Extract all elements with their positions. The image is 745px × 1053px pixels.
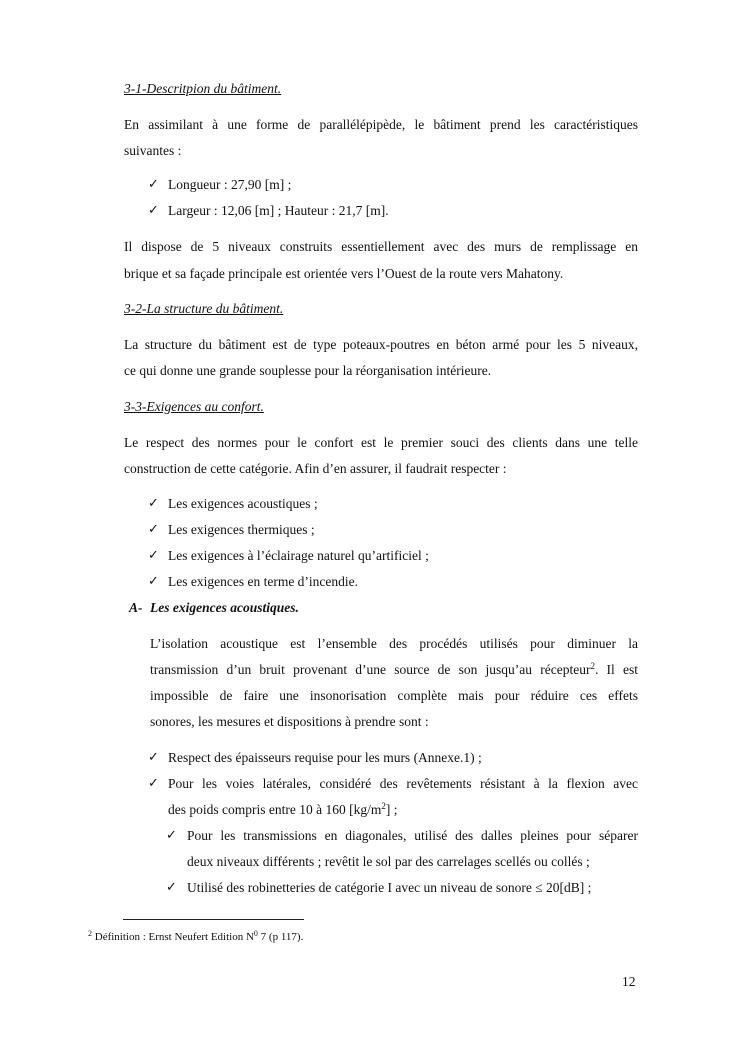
list-item: Pour les transmissions en diagonales, utilisé des dalles pleines pour séparer bbox=[187, 828, 638, 843]
subsection-title: Les exigences acoustiques. bbox=[150, 600, 299, 615]
section-heading-comfort: 3-3-Exigences au confort. bbox=[124, 399, 264, 414]
paragraph-line: impossible de faire une insonorisation complète mais pour réduire ces effets bbox=[150, 688, 638, 703]
list-item: Largeur : 12,06 [m] ; Hauteur : 21,7 [m]. bbox=[168, 203, 389, 218]
page-number: 12 bbox=[622, 974, 636, 989]
checkmark-icon: ✓ bbox=[148, 750, 159, 765]
footnote-reference: 2 bbox=[590, 661, 595, 671]
paragraph-line: brique et sa façade principale est orientée vers l’Ouest de la route vers Mahatony. bbox=[124, 266, 564, 281]
paragraph-line: transmission d’un bruit provenant d’une source de son jusqu’au récepteur$^2$. Il est bbox=[150, 661, 638, 677]
paragraph-line: Le respect des normes pour le confort est le premier souci des clients dans une telle bbox=[124, 435, 638, 450]
list-item: Les exigences acoustiques ; bbox=[168, 496, 318, 511]
list-item: Les exigences à l’éclairage naturel qu’artificiel ; bbox=[168, 548, 429, 563]
section-heading-structure: 3-2-La structure du bâtiment. bbox=[124, 301, 284, 316]
intro-paragraph-line: suivantes : bbox=[124, 143, 182, 158]
subsection-label: A- bbox=[129, 600, 143, 615]
section-heading-description: 3-1-Descritpion du bâtiment. bbox=[124, 81, 282, 96]
checkmark-icon: ✓ bbox=[166, 880, 177, 895]
list-item: Utilisé des robinetteries de catégorie I avec un niveau de sonore ≤ 20[dB] ; bbox=[187, 880, 592, 895]
intro-paragraph-line: En assimilant à une forme de parallélépipède, le bâtiment prend les caractéristiques bbox=[124, 117, 638, 132]
checkmark-icon: ✓ bbox=[166, 828, 177, 843]
paragraph-line: L’isolation acoustique est l’ensemble des procédés utilisés pour diminuer la bbox=[150, 636, 638, 651]
checkmark-icon: ✓ bbox=[148, 574, 159, 589]
list-item-continuation: deux niveaux différents ; revêtit le sol par des carrelages scellés ou collés ; bbox=[187, 854, 590, 869]
checkmark-icon: ✓ bbox=[148, 776, 159, 791]
checkmark-icon: ✓ bbox=[148, 177, 159, 192]
checkmark-icon: ✓ bbox=[148, 496, 159, 511]
paragraph-line: ce qui donne une grande souplesse pour la réorganisation intérieure. bbox=[124, 363, 492, 378]
list-item-continuation: des poids compris entre 10 à 160 $[kg/m^2]$ ; bbox=[168, 801, 398, 817]
paragraph-line: La structure du bâtiment est de type poteaux-poutres en béton armé pour les 5 niveaux, bbox=[124, 337, 638, 352]
checkmark-icon: ✓ bbox=[148, 522, 159, 537]
list-item: Les exigences en terme d’incendie. bbox=[168, 574, 359, 589]
paragraph-line: sonores, les mesures et dispositions à prendre sont : bbox=[150, 714, 429, 729]
paragraph-line: construction de cette catégorie. Afin d’en assurer, il faudrait respecter : bbox=[124, 461, 507, 476]
checkmark-icon: ✓ bbox=[148, 203, 159, 218]
footnote-separator bbox=[123, 919, 304, 920]
list-item: Pour les voies latérales, considéré des revêtements résistant à la flexion avec bbox=[168, 776, 638, 791]
paragraph-line: Il dispose de 5 niveaux construits essentiellement avec des murs de remplissage en bbox=[124, 239, 638, 254]
list-item: Respect des épaisseurs requise pour les murs (Annexe.1) ; bbox=[168, 750, 482, 765]
list-item: Les exigences thermiques ; bbox=[168, 522, 315, 537]
footnote: $^2$ Définition : Ernst Neufert Edition $N^0$ 7 (p 117). bbox=[88, 929, 304, 943]
list-item: Longueur : 27,90 [m] ; bbox=[168, 177, 292, 192]
checkmark-icon: ✓ bbox=[148, 548, 159, 563]
